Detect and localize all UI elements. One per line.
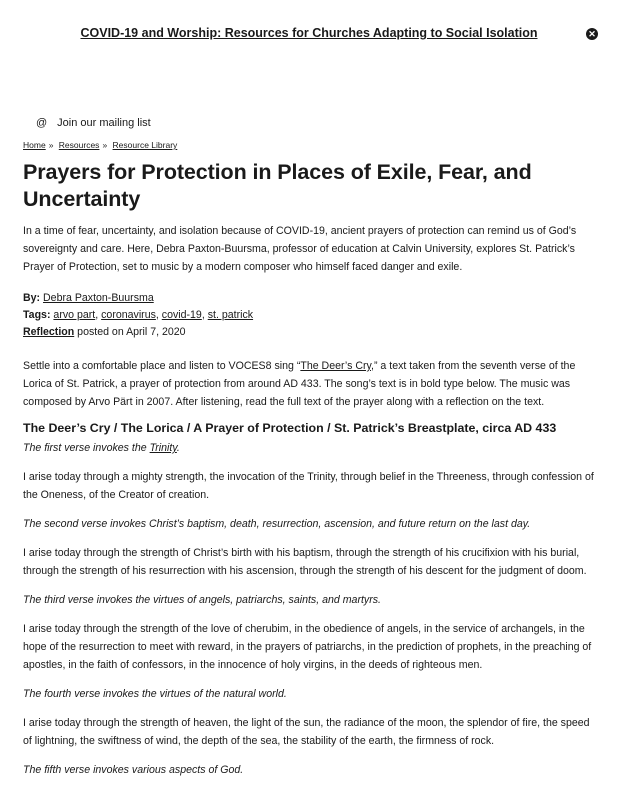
tags-row: Tags: arvo part, coronavirus, covid-19, st. patrick <box>23 309 254 321</box>
verse-note: The third verse invokes the virtues of angels, patriarchs, saints, and martyrs. <box>23 594 381 606</box>
article-intro: In a time of fear, uncertainty, and isolation because of COVID-19, ancient prayers of protection can remind us of God’s sovereignty and care. Here, Debra Paxton-Buursma, professor of education at Calvin University, explores St. Patrick’s Prayer of Protection, set to music by a modern composer who himself faced danger and exile. <box>23 225 577 273</box>
breadcrumb-home[interactable]: Home <box>23 140 46 150</box>
byline <box>23 290 598 307</box>
mailing-list-link[interactable] <box>36 117 151 129</box>
verse-note: The fifth verse invokes various aspects of God. <box>23 764 244 776</box>
close-icon[interactable]: ✕ <box>586 28 598 40</box>
mailing-list-label: Join our mailing list <box>57 117 151 129</box>
page-title: Prayers for Protection in Places of Exile, Fear, and Uncertainty <box>23 160 532 211</box>
trinity-link[interactable]: Trinity <box>149 442 177 454</box>
posted-date: posted on April 7, 2020 <box>77 326 186 338</box>
tag-link[interactable]: st. patrick <box>207 309 254 321</box>
section-heading: The Deer’s Cry / The Lorica / A Prayer of Protection / St. Patrick’s Breastplate, circa AD 433 <box>23 421 557 435</box>
tag-link[interactable]: arvo part <box>53 309 96 321</box>
verse-text: I arise today through the strength of Christ’s birth with his baptism, through the strength of his crucifixion with his burial, through the strength of his resurrection with his ascension, through the strength of his descent for the judgment of doom. <box>23 547 587 577</box>
tag-link[interactable]: covid-19 <box>161 309 202 321</box>
article-meta <box>23 290 598 341</box>
breadcrumb <box>23 140 598 150</box>
by-label: By: <box>23 292 41 304</box>
breadcrumb-resource-library[interactable]: Resource Library <box>112 140 178 150</box>
breadcrumb-separator: » <box>102 140 108 150</box>
at-icon: @ <box>36 117 48 129</box>
posted-row <box>23 324 598 341</box>
verse-note: The fourth verse invokes the virtues of the natural world. <box>23 688 287 700</box>
breadcrumb-separator: » <box>48 140 54 150</box>
category-link[interactable]: Reflection <box>23 326 75 338</box>
tags-label: Tags: <box>23 309 51 321</box>
top-banner <box>0 26 618 40</box>
verse-note <box>23 441 598 455</box>
verse-note: The second verse invokes Christ’s baptism, death, resurrection, ascension, and future return on the last day. <box>23 518 531 530</box>
banner-link[interactable]: COVID-19 and Worship: Resources for Churches Adapting to Social Isolation <box>80 26 538 40</box>
breadcrumb-resources[interactable]: Resources <box>58 140 100 150</box>
verse-text: I arise today through the strength of the love of cherubim, in the obedience of angels, in the service of archangels, in the hope of the resurrection to meet with reward, in the prayers of patriarchs, in the prediction of prophets, in the preaching of apostles, in the faith of confessors, in the innocence of holy virgins, in the deeds of righteous men. <box>23 623 592 671</box>
author-link[interactable]: Debra Paxton-Buursma <box>43 292 154 304</box>
deers-cry-link[interactable]: The Deer’s Cry <box>300 360 372 372</box>
main-content <box>23 140 598 790</box>
verse1-note-text: The first verse invokes the <box>23 442 150 454</box>
verse-text: I arise today through the strength of heaven, the light of the sun, the radiance of the moon, the splendor of fire, the speed of lightning, the swiftness of wind, the depth of the sea, the stability of the earth, the firmness of rock. <box>23 717 590 747</box>
settle-text-before: Settle into a comfortable place and listen to VOCES8 sing “ <box>23 360 301 372</box>
settle-text-after: ,” a text taken from the seventh verse of the Lorica of St. Patrick, a prayer of protection from around AD 433. The song’s text is in bold type below. The music was composed by Arvo Pärt in 2007. After listening, read the full text of the prayer along with a reflection on the text. <box>23 360 576 408</box>
settle-paragraph <box>23 357 598 411</box>
tag-link[interactable]: coronavirus <box>101 309 156 321</box>
verse-text: I arise today through a mighty strength, the invocation of the Trinity, through belief in the Threeness, through confession of the Oneness, of the Creator of creation. <box>23 471 594 501</box>
verse1-note-end: . <box>176 442 180 454</box>
